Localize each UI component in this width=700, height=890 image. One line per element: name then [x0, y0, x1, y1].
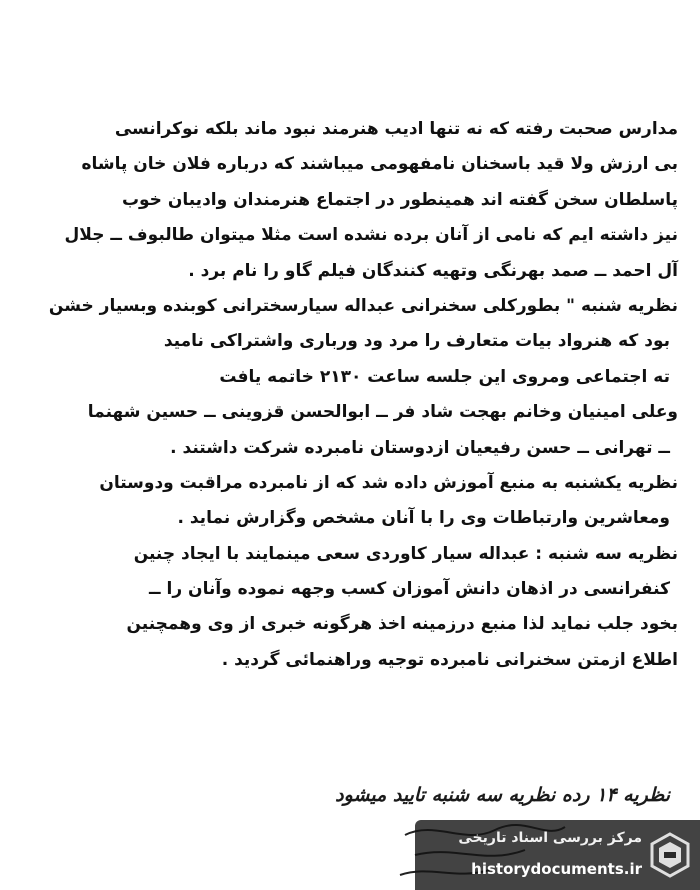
- document-body: [10, 112, 690, 678]
- text-line: مدارس صحبت رفته که نه تنها ادیب هنرمند نبود ماند بلکه نوکرانسی: [114, 119, 678, 139]
- archive-logo-icon: [648, 830, 692, 880]
- text-line: پاسلطان سخن گفته اند همینطور در اجتماع هنرمندان وادیبان خوب: [121, 189, 678, 210]
- text-line: بود که هنرواد بیات متعارف را مرد ود ورباری واشتراکی نامید: [163, 331, 670, 352]
- text-line: وعلی امینیان وخانم بهجت شاد فر ــ ابوالحسن قزوینی ــ حسین شهنما: [87, 402, 678, 423]
- text-line: کنفرانسی در اذهان دانش آموزان کسب وجهه نموده وآنان را ــ: [148, 579, 670, 600]
- watermark: [415, 820, 700, 890]
- watermark-name: مرکز بررسی اسناد تاریخی: [458, 830, 642, 846]
- handwritten-note: نظریه ۱۴ رده نظریه سه شنبه تایید میشود: [335, 784, 670, 806]
- text-line: ــ تهرانی ــ حسن رفیعیان ازدوستان نامبرده شرکت داشتند .: [170, 437, 670, 458]
- text-line: نظریه یکشنبه به منبع آموزش داده شد که از نامبرده مراقبت ودوستان: [99, 472, 678, 493]
- text-line: ته اجتماعی ومروی این جلسه ساعت ۲۱۳۰ خاتمه یافت: [219, 366, 670, 387]
- text-line: بی ارزش ولا قید باسخنان نامفهومی میباشند که درباره فلان خان پاشاه: [81, 154, 678, 175]
- text-line: اطلاع ازمتن سخنرانی نامبرده توجیه وراهنمائی گردید .: [221, 649, 678, 670]
- text-line: آل احمد ــ صمد بهرنگی وتهیه کنندگان فیلم گاو را نام برد .: [188, 260, 678, 281]
- text-line: ومعاشرین وارتباطات وی را با آنان مشخص وگزارش نماید .: [177, 508, 670, 529]
- text-line: بخود جلب نماید لذا منبع درزمینه اخذ هرگونه خبری از وی وهمچنین: [126, 614, 678, 635]
- watermark-url: historydocuments.ir: [471, 860, 642, 878]
- text-line: نظریه شنبه " بطورکلی سخنرانی عبداله سیارسخترانی کوبنده وبسیار خشن: [48, 295, 678, 316]
- text-line: نیز داشته ایم که نامی از آنان برده نشده است مثلا میتوان طالبوف ــ جلال: [64, 225, 678, 246]
- text-line: نظریه سه شنبه : عبداله سیار کاوردی سعی مینمایند با ایجاد چنین: [133, 543, 678, 564]
